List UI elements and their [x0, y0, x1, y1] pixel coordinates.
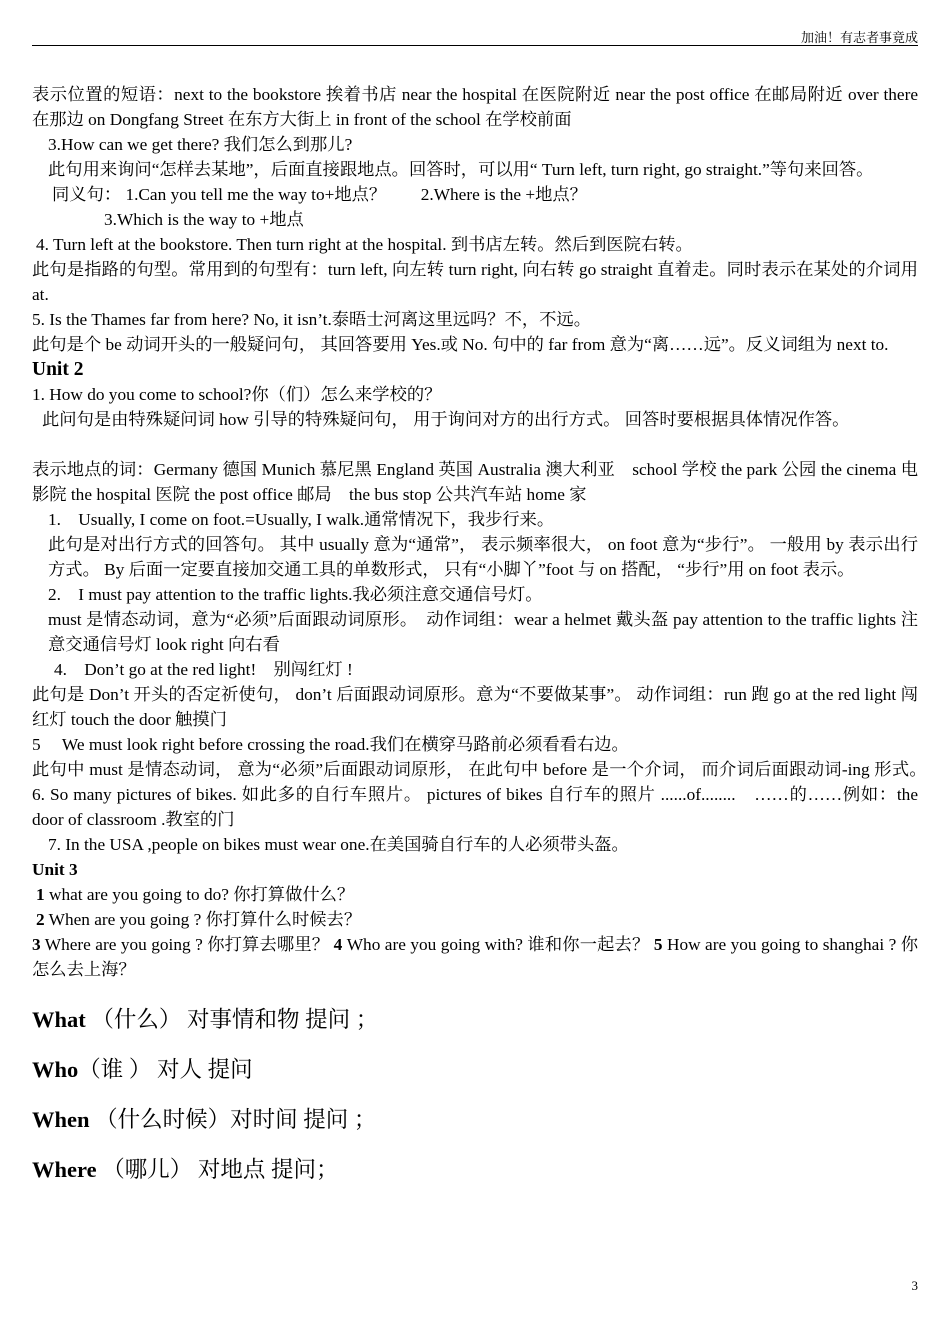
paragraph: [32, 907, 918, 932]
paragraph: 此问句是由特殊疑问词 how 引导的特殊疑问句， 用于询问对方的出行方式。 回答时要根据具体情况作答。: [42, 410, 850, 429]
paragraph: 此句是对出行方式的回答句。 其中 usually 意为“通常”， 表示频率很大， on foot 意为“步行”。 一般用 by 表示出行方式。 By 后面一定要直接加交通工具的单数形式， 只有“小脚丫”foot 与 on 搭配， “步行”用 on foot 表示。: [48, 535, 918, 579]
paragraph: 此句是个 be 动词开头的一般疑问句， 其回答要用 Yes.或 No. 句中的 far from 意为“离……远”。反义词组为 next to.: [32, 335, 889, 354]
wh-word-line: [32, 1145, 918, 1195]
paragraph: [32, 882, 918, 907]
item-number: 4: [333, 935, 343, 954]
paragraph: 4. Turn left at the bookstore. Then turn right at the hospital. 到书店左转。然后到医院右转。: [36, 235, 693, 254]
question-text: Where are you going ? 你打算去哪里？: [40, 935, 334, 954]
paragraph: 2. I must pay attention to the traffic lights.我必须注意交通信号灯。: [48, 585, 543, 604]
paragraph: 此句用来询问“怎样去某地”，后面直接跟地点。回答时，可以用“ Turn left, turn right, go straight.”等句来回答。: [48, 160, 874, 179]
wh-usage: （什么时候）对时间 提问 ；: [89, 1107, 377, 1132]
wh-usage: （什么） 对事情和物 提问 ；: [85, 1007, 379, 1032]
page-number: 3: [911, 1278, 918, 1293]
item-number: 5: [653, 935, 663, 954]
paragraph: 1. How do you come to school?你（们）怎么来学校的？: [32, 385, 442, 404]
paragraph: 5 We must look right before crossing the road.我们在横穿马路前必须看看右边。: [32, 735, 629, 754]
question-text: what are you going to do? 你打算做什么？: [44, 885, 355, 904]
section-title: Unit 2: [32, 359, 84, 380]
paragraph: 5. Is the Thames far from here? No, it isn’t.泰晤士河离这里远吗？不，不远。: [32, 310, 591, 329]
paragraph: 此句中 must 是情态动词， 意为“必须”后面跟动词原形， 在此句中 before 是一个介词， 而介词后面跟动词-ing 形式。 6. So many pictures of bikes. 如此多的自行车照片。 pictures of bikes 自行车的照片 ......of........ ……的……例如：the door of classroom .教室的门: [32, 760, 940, 829]
wh-word-line: [32, 1095, 918, 1145]
section-title: Unit 3: [32, 860, 78, 879]
paragraph: [32, 932, 918, 982]
header-rule: [32, 45, 918, 46]
wh-word: When: [32, 1107, 90, 1132]
paragraph: 7. In the USA ,people on bikes must wear one.在美国骑自行车的人必须带头盔。: [48, 835, 629, 854]
header-text: 加油！有志者事竟成: [800, 30, 918, 45]
item-number: 3: [32, 935, 41, 954]
wh-word-line: [32, 995, 918, 1045]
paragraph: 表示地点的词：Germany 德国 Munich 慕尼黑 England 英国 Australia 澳大利亚 school 学校 the park 公园 the cinema 电影院 the hospital 医院 the post office 邮局 the bus stop 公共汽车站 home 家: [32, 460, 918, 504]
paragraph: 1. Usually, I come on foot.=Usually, I walk.通常情况下，我步行来。: [48, 510, 555, 529]
wh-word: Who: [32, 1057, 79, 1082]
document-body: [32, 82, 940, 1195]
item-number: 1: [36, 885, 45, 904]
paragraph: 3.How can we get there? 我们怎么到那儿?: [48, 135, 353, 154]
paragraph: 同义句： 1.Can you tell me the way to+地点？ 2.Where is the +地点？: [52, 185, 587, 204]
wh-word-line: [32, 1045, 918, 1095]
wh-word: What: [32, 1007, 86, 1032]
paragraph: 4. Don’t go at the red light! 别闯红灯 !: [54, 660, 353, 679]
wh-usage: （谁 ） 对人 提问: [78, 1057, 253, 1082]
wh-word: Where: [32, 1157, 97, 1182]
paragraph: 3.Which is the way to +地点: [104, 210, 304, 229]
paragraph: 此句是指路的句型。常用到的句型有：turn left, 向左转 turn right, 向右转 go straight 直着走。同时表示在某处的介词用 at.: [32, 260, 918, 304]
paragraph: must 是情态动词，意为“必须”后面跟动词原形。 动作词组：wear a helmet 戴头盔 pay attention to the traffic lights 注意交通信号灯 look right 向右看: [48, 610, 918, 654]
paragraph: 此句是 Don’t 开头的否定祈使句， don’t 后面跟动词原形。意为“不要做某事”。 动作词组：run 跑 go at the red light 闯红灯 touch the door 触摸门: [32, 685, 918, 729]
wh-usage: （哪儿） 对地点 提问；: [96, 1157, 339, 1182]
spacer: [32, 432, 918, 457]
question-text: How are you going to shanghai ? 你怎么去上海？: [32, 935, 919, 979]
question-text: When are you going ? 你打算什么时候去？: [44, 910, 362, 929]
item-number: 2: [36, 910, 45, 929]
question-text: Who are you going with? 谁和你一起去？: [342, 935, 654, 954]
paragraph: 表示位置的短语：next to the bookstore 挨着书店 near the hospital 在医院附近 near the post office 在邮局附近 over there 在那边 on Dongfang Street 在东方大街上 in front of the school 在学校前面: [32, 85, 918, 129]
